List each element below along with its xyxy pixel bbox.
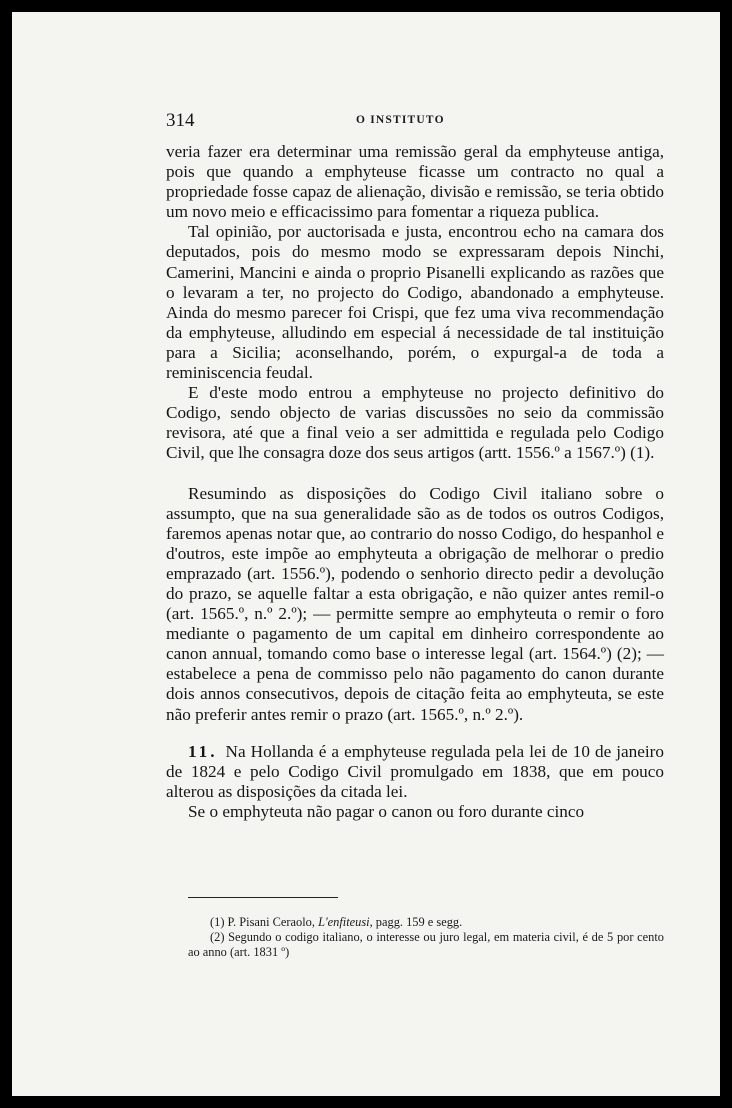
paragraph-summary: Resumindo as disposições do Codigo Civil italiano sobre o assumpto, que na sua generalidade são as de todos os outros Codigos, faremos apenas notar que, ao contrario do nosso Codigo, do hespanhol e d'outros, este impõe ao emphyteuta a obrigação de melhorar o predio emprazado (art. 1556.º), podendo o senhorio directo pedir a devolução do prazo, se aquelle faltar a esta obrigação, e não quizer antes remil-o (art. 1565.º, n.º 2.º); — permitte sempre ao emphyteuta o remir o foro mediante o pagamento de um capital em dinheiro correspondente ao canon annual, tomando como base o interesse legal (art. 1564.º) (2); — estabelece a pena de commisso pelo não pagamento do canon durante dois annos consecutivos, depois de citação feita ao emphyteuta, se este não preferir antes remir o prazo (art. 1565.º, n.º 2.º).	[166, 483, 664, 724]
paragraph-project: E d'este modo entrou a emphyteuse no projecto definitivo do Codigo, sendo objecto de varias discussões no seio da commissão revisora, até que a final veio a ser admittida e regulada pelo Codigo Civil, que lhe consagra doze dos seus artigos (artt. 1556.º a 1567.º) (1).	[166, 383, 664, 463]
page-number: 314	[166, 110, 195, 131]
footnotes	[188, 915, 664, 960]
paragraph-hollanda-text: Na Hollanda é a emphyteuse regulada pela lei de 10 de janeiro de 1824 e pelo Codigo Civil promulgado em 1838, que em pouco alterou as disposições da citada lei.	[166, 741, 664, 801]
footnote-1-suffix: , pagg. 159 e segg.	[369, 915, 463, 929]
footnote-1	[188, 915, 664, 930]
document-page	[12, 12, 720, 1096]
paragraph-continuation: veria fazer era determinar uma remissão geral da emphyteuse antiga, pois que quando a emphyteuse ficasse um contracto no qual a propriedade fosse capaz de alienação, divisão e remissão, se teria obtido um novo meio e efficacissimo para fomentar a riqueza publica.	[166, 142, 664, 222]
footnote-1-prefix: (1) P. Pisani Ceraolo,	[210, 915, 319, 929]
footnote-1-title: L'enfiteusi	[318, 915, 370, 929]
section-number: 11.	[188, 741, 218, 761]
running-title: O INSTITUTO	[356, 114, 445, 126]
paragraph-hollanda	[166, 742, 664, 802]
page-header	[166, 110, 664, 132]
body-text	[166, 142, 664, 822]
paragraph-emphyteuta: Se o emphyteuta não pagar o canon ou foro durante cinco	[188, 801, 585, 821]
paragraph-opinion: Tal opinião, por auctorisada e justa, encontrou echo na camara dos deputados, pois do mesmo modo se expressaram depois Ninchi, Camerini, Mancini e ainda o proprio Pisanelli explicando as razões que o levaram a ter, no projecto do Codigo, abandonado a emphyteuse. Ainda do mesmo parecer foi Crispi, que fez uma viva recommendação da emphyteuse, alludindo em especial á necessidade de tal instituição para a Sicilia; aconselhando, porém, o expurgal-a de toda a reminiscencia feudal.	[166, 222, 664, 383]
footnote-2: (2) Segundo o codigo italiano, o interesse ou juro legal, em materia civil, é de 5 por cento ao anno (art. 1831 º)	[188, 930, 664, 959]
footnote-divider	[188, 897, 338, 898]
